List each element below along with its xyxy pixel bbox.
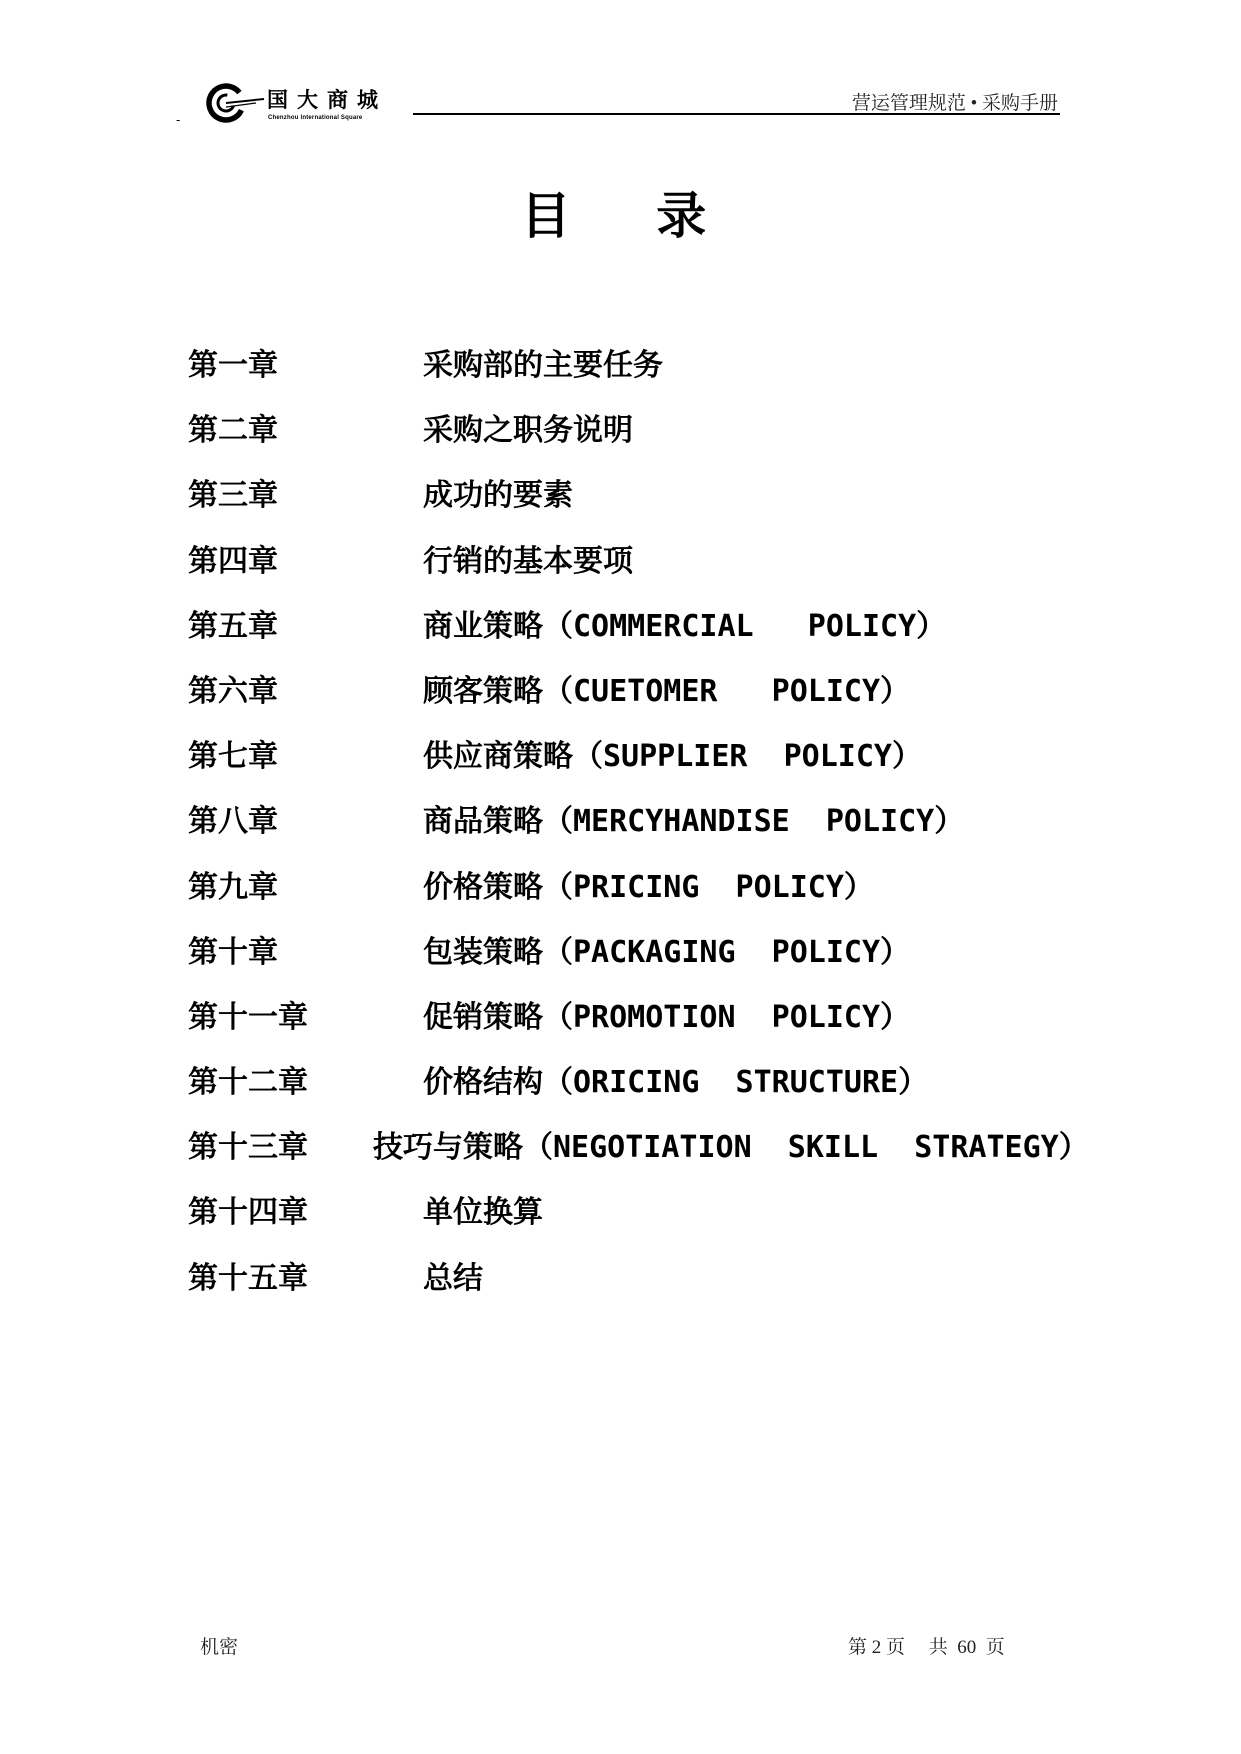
toc-chapter: 第六章	[188, 673, 278, 709]
toc-entry[interactable]	[188, 470, 1088, 535]
toc-title: 包装策略（PACKAGING POLICY）	[423, 934, 911, 970]
logo-icon	[204, 80, 266, 126]
toc-chapter: 第十四章	[188, 1195, 308, 1231]
page-title: 目 录	[520, 187, 741, 245]
toc-entry[interactable]	[188, 1187, 1088, 1252]
toc-entry[interactable]	[188, 992, 1088, 1057]
toc-chapter: 第七章	[188, 739, 278, 775]
toc-title: 价格策略（PRICING POLICY）	[423, 869, 874, 905]
toc-chapter: 第四章	[188, 543, 278, 579]
toc-entry[interactable]	[188, 862, 1088, 927]
toc-chapter: 第二章	[188, 413, 278, 449]
toc-title: 采购部的主要任务	[423, 348, 663, 383]
toc-title: 供应商策略（SUPPLIER POLICY）	[423, 739, 922, 775]
toc-title: 顾客策略（CUETOMER POLICY）	[423, 673, 911, 709]
toc-chapter: 第十一章	[188, 999, 308, 1035]
toc-chapter: 第十三章	[188, 1130, 308, 1166]
toc-entry[interactable]	[188, 536, 1088, 601]
page-number: 第 2 页 共 60 页	[848, 1637, 1005, 1658]
logo-text: 国大商城	[267, 87, 387, 112]
toc-chapter: 第五章	[188, 608, 278, 644]
toc-title: 商品策略（MERCYHANDISE POLICY）	[423, 804, 965, 840]
toc-entry[interactable]	[188, 796, 1088, 861]
toc-title: 单位换算	[423, 1195, 543, 1231]
toc-chapter: 第十二章	[188, 1065, 308, 1101]
toc-title: 商业策略（COMMERCIAL POLICY）	[423, 608, 947, 644]
toc-title: 价格结构（ORICING STRUCTURE）	[423, 1065, 929, 1101]
toc-entry[interactable]	[188, 731, 1088, 796]
toc-title: 行销的基本要项	[423, 543, 633, 579]
header-dot: -	[176, 113, 181, 127]
toc-chapter: 第三章	[188, 478, 278, 514]
logo-subtext: Chenzhou International Square	[268, 115, 363, 121]
toc-chapter: 第十章	[188, 934, 278, 970]
toc-entry[interactable]	[188, 1253, 1088, 1318]
header-title: 营运管理规范 • 采购手册	[851, 93, 1058, 114]
toc-entry[interactable]	[188, 340, 1088, 405]
toc-entry[interactable]	[188, 666, 1088, 731]
toc-chapter: 第八章	[188, 804, 278, 840]
toc-title: 总结	[423, 1260, 483, 1296]
toc-title: 技巧与策略（NEGOTIATION SKILL STRATEGY）	[373, 1130, 1089, 1166]
toc-title: 采购之职务说明	[423, 413, 633, 449]
toc-entry[interactable]	[188, 405, 1088, 470]
confidential-label: 机密	[200, 1637, 239, 1658]
toc-chapter: 第九章	[188, 869, 278, 905]
toc-title: 促销策略（PROMOTION POLICY）	[423, 999, 911, 1035]
toc-entry[interactable]	[188, 601, 1088, 666]
toc-chapter: 第一章	[188, 348, 278, 383]
toc-title: 成功的要素	[423, 478, 573, 514]
toc-chapter: 第十五章	[188, 1260, 308, 1296]
toc-entry[interactable]	[188, 1057, 1088, 1122]
toc-entry[interactable]	[188, 1122, 1088, 1187]
page-header	[176, 76, 1060, 132]
table-of-contents	[188, 340, 1088, 1318]
toc-entry[interactable]	[188, 927, 1088, 992]
